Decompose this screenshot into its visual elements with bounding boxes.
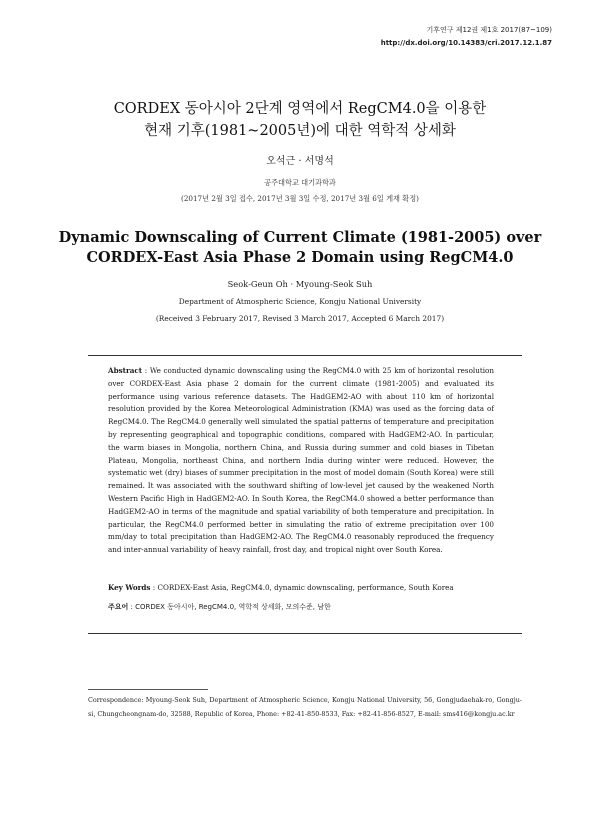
correspondence-footnote: Correspondence: Myoung-Seok Suh, Department of Atmospheric Science, Kongju National University, 56, Gongjudaehak-ro, Gongju-si, Chungcheongnam-do, 32588, Republic of Korea, Phone: +82-41-850-8533, Fax: +82-41-856-8527, E-mail: sms416@kongju.ac.kr	[88, 696, 522, 718]
english-title-line-2: CORDEX-East Asia Phase 2 Domain using RegCM4.0	[86, 249, 514, 266]
korean-affiliation: 공주대학교 대기과학과	[264, 178, 336, 187]
korean-title-line-2: 현재 기후(1981~2005년)에 대한 역학적 상세화	[144, 123, 456, 139]
english-affiliation: Department of Atmospheric Science, Kongju National University	[178, 297, 422, 306]
abstract-text: : We conducted dynamic downscaling using the RegCM4.0 with 25 km of horizontal resolution over CORDEX-East Asia phase 2 domain for the current climate (1981-2005) and evaluated its performance using various reference datasets. The HadGEM2-AO with about 110 km of horizontal resolution provided by the Korea Meteorological Administration (KMA) was used as the forcing data of RegCM4.0. The RegCM4.0 generally well simulated the spatial patterns of temperature and precipitation by representing geographical and topographic conditions, compared with HadGEM2-AO. In particular, the warm biases in Mongolia, northern China, and Russia during summer and cold biases in Tibetan Plateau, Mongolia, northeast China, and northern India during winter were reduced. However, the systematic wet (dry) biases of summer precipitation in the most of model domain (South Korea) were still remained. It was associated with the southward shifting of low-level jet caused by the weakened North Western Pacific High in HadGEM2-AO. In South Korea, the RegCM4.0 showed a better performance than HadGEM2-AO in terms of the magnitude and spatial variability of both temperature and precipitation. In particular, the RegCM4.0 performed better in simulating the ratio of extreme precipitation over 100 mm/day to total precipitation than HadGEM2-AO. The RegCM4.0 reasonably reproduced the frequency and inter-annual variability of heavy rainfall, frost day, and tropical night over South Korea.	[108, 366, 494, 555]
keywords-label: Key Words	[108, 583, 151, 592]
english-title	[0, 228, 600, 268]
english-dates: (Received 3 February 2017, Revised 3 March 2017, Accepted 6 March 2017)	[155, 314, 445, 323]
abstract-bottom-rule	[88, 633, 522, 634]
abstract-top-rule	[88, 355, 522, 356]
doi-link[interactable]: http://dx.doi.org/10.14383/cri.2017.12.1.87	[380, 39, 552, 47]
keywords-text: : CORDEX-East Asia, RegCM4.0, dynamic downscaling, performance, South Korea	[150, 583, 454, 592]
korean-title-line-1: CORDEX 동아시아 2단계 영역에서 RegCM4.0을 이용한	[113, 101, 487, 117]
footnote-rule	[88, 689, 208, 690]
abstract	[108, 365, 494, 557]
korean-dates: (2017년 2월 3일 접수, 2017년 3월 3일 수정, 2017년 3월 6일 게재 확정)	[181, 194, 419, 203]
korean-title	[0, 98, 600, 142]
korean-authors: 오석근 · 서명석	[266, 156, 334, 167]
keywords	[108, 582, 494, 594]
english-title-line-1: Dynamic Downscaling of Current Climate (1981-2005) over	[58, 229, 542, 246]
korean-keywords	[108, 601, 494, 613]
journal-header	[381, 24, 552, 50]
korean-keywords-label: 주요어	[108, 603, 129, 611]
journal-citation: 기후연구 제12권 제1호 2017(87~109)	[426, 26, 552, 34]
abstract-label: Abstract	[108, 366, 143, 375]
english-authors: Seok-Geun Oh · Myoung-Seok Suh	[227, 279, 373, 289]
korean-keywords-text: : CORDEX 동아시아, RegCM4.0, 역학적 상세화, 모의수준, 남한	[128, 603, 331, 611]
